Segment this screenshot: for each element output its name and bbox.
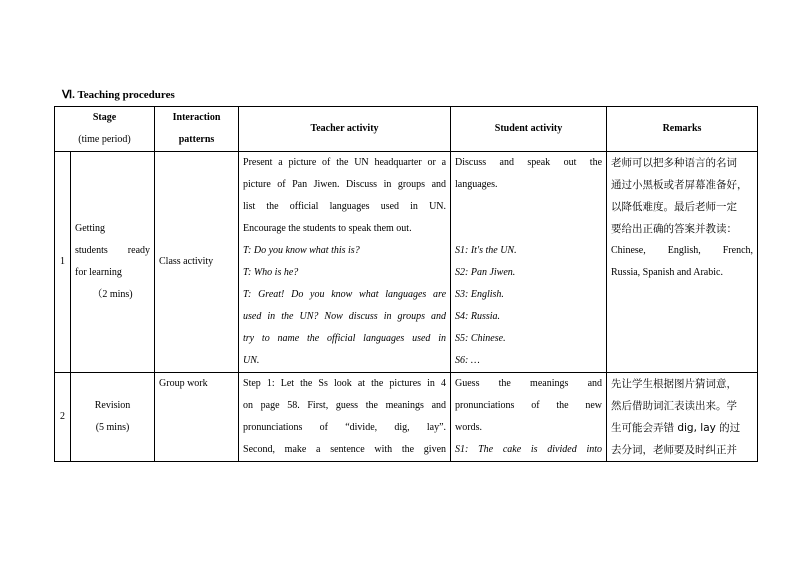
teacher-cell bbox=[239, 152, 451, 373]
teacher-line: pronunciations of “divide, dig, lay”. bbox=[243, 422, 447, 433]
table-row bbox=[55, 373, 758, 462]
stage-line: Revision bbox=[94, 400, 131, 411]
row-number: 1 bbox=[55, 152, 71, 373]
remarks-line: 然后借助词汇表读出来。学 bbox=[611, 400, 738, 412]
teacher-line: T: Great! Do you know what languages are bbox=[243, 289, 447, 300]
remarks-cell bbox=[607, 152, 758, 373]
remarks-line: 先让学生根据图片猜词意， bbox=[611, 378, 738, 390]
header-remarks: Remarks bbox=[607, 107, 758, 152]
teacher-line: used in the UN? Now discuss in groups and bbox=[243, 311, 447, 322]
student-line: S2: Pan Jiwen. bbox=[455, 267, 516, 278]
teacher-line: list the official languages used in UN. bbox=[243, 201, 447, 212]
remarks-line: 以降低难度。最后老师一定 bbox=[611, 201, 738, 213]
header-row bbox=[55, 107, 758, 152]
header-stage-line2: (time period) bbox=[78, 134, 131, 145]
table-row bbox=[55, 152, 758, 373]
remarks-line: 要给出正确的答案并教读： bbox=[611, 223, 738, 235]
teacher-line: UN. bbox=[243, 355, 260, 366]
header-student: Student activity bbox=[451, 107, 607, 152]
student-line: S6: … bbox=[455, 355, 480, 366]
stage-line: (5 mins) bbox=[95, 422, 130, 433]
student-cell bbox=[451, 152, 607, 373]
student-line: S5: Chinese. bbox=[455, 333, 506, 344]
stage-line: Getting bbox=[75, 223, 105, 234]
remarks-line: Chinese, English, French, bbox=[611, 245, 754, 256]
teacher-line: Step 1: Let the Ss look at the pictures in 4 bbox=[243, 378, 447, 389]
teacher-line: picture of Pan Jiwen. Discuss in groups and bbox=[243, 179, 447, 190]
student-line: S4: Russia. bbox=[455, 311, 501, 322]
teacher-line: on page 58. First, guess the meanings and bbox=[243, 400, 447, 411]
stage-cell bbox=[71, 373, 155, 462]
header-stage-line1: Stage bbox=[92, 112, 117, 123]
teacher-cell bbox=[239, 373, 451, 462]
student-line: pronunciations of the new bbox=[455, 400, 603, 411]
stage-cell bbox=[71, 152, 155, 373]
student-line: S1: The cake is divided into bbox=[455, 444, 603, 455]
teaching-procedures-table bbox=[54, 106, 758, 462]
teacher-line: Encourage the students to speak them out. bbox=[243, 223, 412, 234]
stage-line: students ready bbox=[75, 245, 151, 256]
student-line: S3: English. bbox=[455, 289, 504, 300]
header-teacher: Teacher activity bbox=[239, 107, 451, 152]
interaction-cell: Class activity bbox=[155, 152, 239, 373]
teacher-line: Second, make a sentence with the given bbox=[243, 444, 447, 455]
header-interaction-line2: patterns bbox=[178, 134, 215, 145]
stage-line: （2 mins) bbox=[92, 289, 133, 300]
header-interaction bbox=[155, 107, 239, 152]
teacher-line: try to name the official languages used in bbox=[243, 333, 447, 344]
teacher-line: T: Who is he? bbox=[243, 267, 299, 278]
student-line: words. bbox=[455, 422, 482, 433]
section-title: Ⅵ. Teaching procedures bbox=[62, 89, 175, 101]
remarks-line: 通过小黑板或者屏幕准备好， bbox=[611, 179, 748, 191]
student-line: Discuss and speak out the bbox=[455, 157, 603, 168]
stage-line: for learning bbox=[75, 267, 122, 278]
remarks-line: 去分词，老师要及时纠正并 bbox=[611, 444, 738, 456]
remarks-line: 老师可以把多种语言的名词 bbox=[611, 157, 738, 169]
header-stage bbox=[55, 107, 155, 152]
student-cell bbox=[451, 373, 607, 462]
remarks-cell bbox=[607, 373, 758, 462]
remarks-line: 生可能会弄错 dig, lay 的过 bbox=[611, 422, 741, 434]
student-line: languages. bbox=[455, 179, 498, 190]
student-line: Guess the meanings and bbox=[455, 378, 603, 389]
teacher-line: Present a picture of the UN headquarter or a bbox=[243, 157, 447, 168]
row-number: 2 bbox=[55, 373, 71, 462]
teacher-line: T: Do you know what this is? bbox=[243, 245, 360, 256]
student-line: S1: It's the UN. bbox=[455, 245, 517, 256]
header-interaction-line1: Interaction bbox=[172, 112, 221, 123]
interaction-cell: Group work bbox=[155, 373, 239, 462]
remarks-line: Russia, Spanish and Arabic. bbox=[611, 267, 723, 278]
